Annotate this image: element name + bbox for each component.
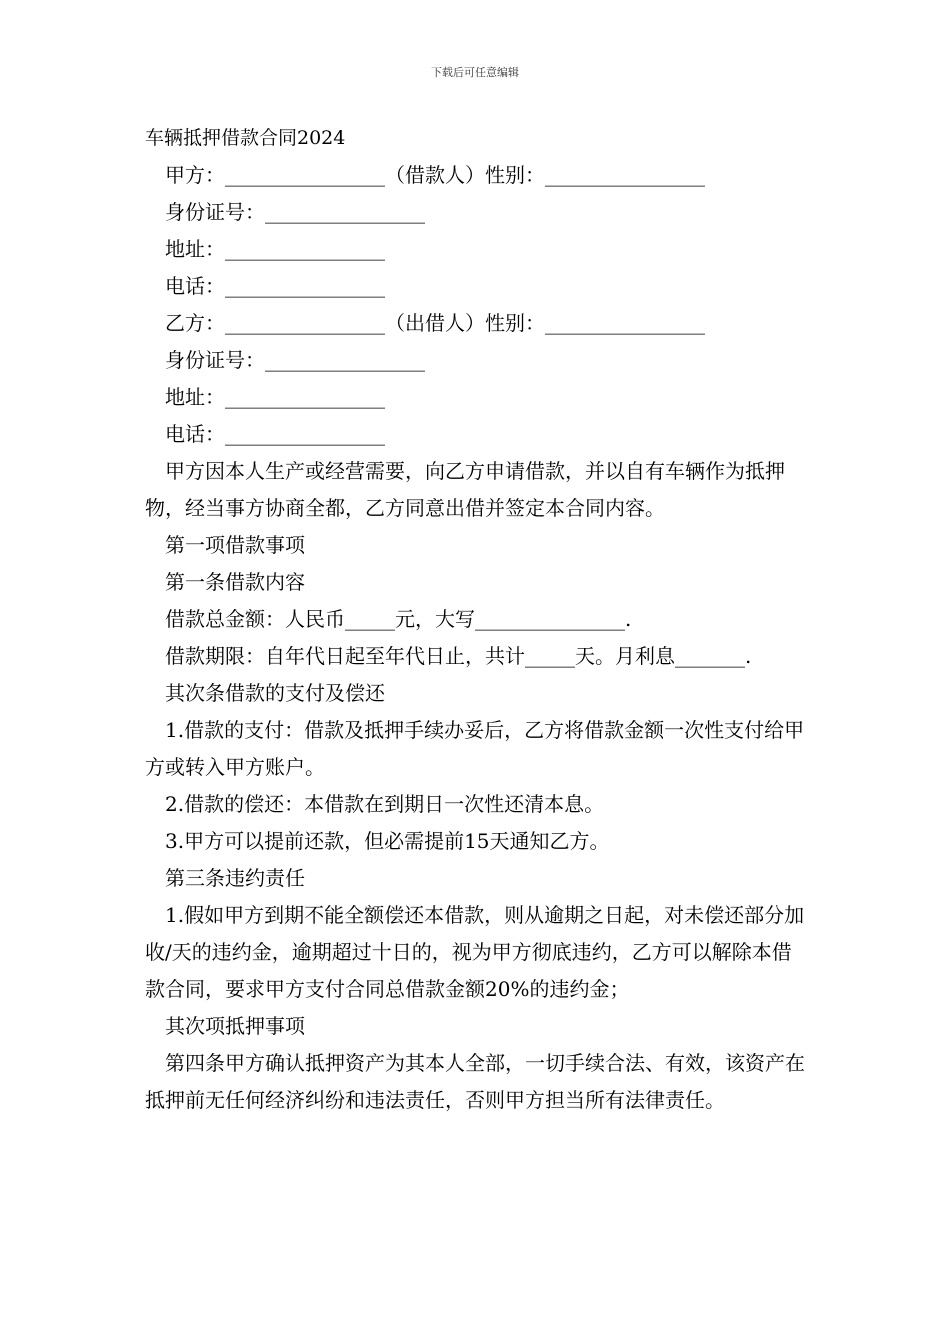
party-b-id-line: 身份证号：________________ xyxy=(165,348,425,372)
page-header: 下载后可任意编辑 xyxy=(431,66,519,79)
article-2-item-1: 1.借款的支付：借款及抵押手续办妥后，乙方将借款金额一次性支付给甲方或转入甲方账户。 xyxy=(145,718,805,779)
document-title: 车辆抵押借款合同2024 xyxy=(145,127,346,149)
section-2-heading: 其次项抵押事项 xyxy=(165,1014,305,1038)
party-a-phone-line: 电话：________________ xyxy=(165,274,385,298)
loan-term-line: 借款期限：自年代日起至年代日止，共计_____天。月利息_______. xyxy=(165,644,752,668)
article-3-heading: 第三条违约责任 xyxy=(165,866,305,890)
article-1-heading: 第一条借款内容 xyxy=(165,570,305,594)
section-1-heading: 第一项借款事项 xyxy=(165,533,305,557)
article-2-item-2: 2.借款的偿还：本借款在到期日一次性还清本息。 xyxy=(165,792,605,816)
article-3-item-1: 1.假如甲方到期不能全额偿还本借款，则从逾期之日起，对未偿还部分加收/天的违约金，逾期超过十日的，视为甲方彻底违约，乙方可以解除本借款合同，要求甲方支付合同总借款金额20%的违约金； xyxy=(145,903,805,1001)
intro-paragraph: 甲方因本人生产或经营需要，向乙方申请借款，并以自有车辆作为抵押物，经当事方协商全都，乙方同意出借并签定本合同内容。 xyxy=(145,459,785,520)
party-b-phone-line: 电话：________________ xyxy=(165,422,385,446)
contract-body xyxy=(145,120,810,1119)
article-2-heading: 其次条借款的支付及偿还 xyxy=(165,681,385,705)
party-a-id-line: 身份证号：________________ xyxy=(165,200,425,224)
article-2-item-3: 3.甲方可以提前还款，但必需提前15天通知乙方。 xyxy=(165,829,610,853)
party-a-address-line: 地址：________________ xyxy=(165,237,385,261)
party-a-name-line: 甲方：________________（借款人）性别：________________ xyxy=(165,163,705,187)
article-4-paragraph: 第四条甲方确认抵押资产为其本人全部，一切手续合法、有效，该资产在抵押前无任何经济纠纷和违法责任，否则甲方担当所有法律责任。 xyxy=(145,1051,805,1112)
party-b-name-line: 乙方：________________（出借人）性别：________________ xyxy=(165,311,705,335)
loan-amount-line: 借款总金额：人民币_____元，大写_______________. xyxy=(165,607,632,631)
party-b-address-line: 地址：________________ xyxy=(165,385,385,409)
